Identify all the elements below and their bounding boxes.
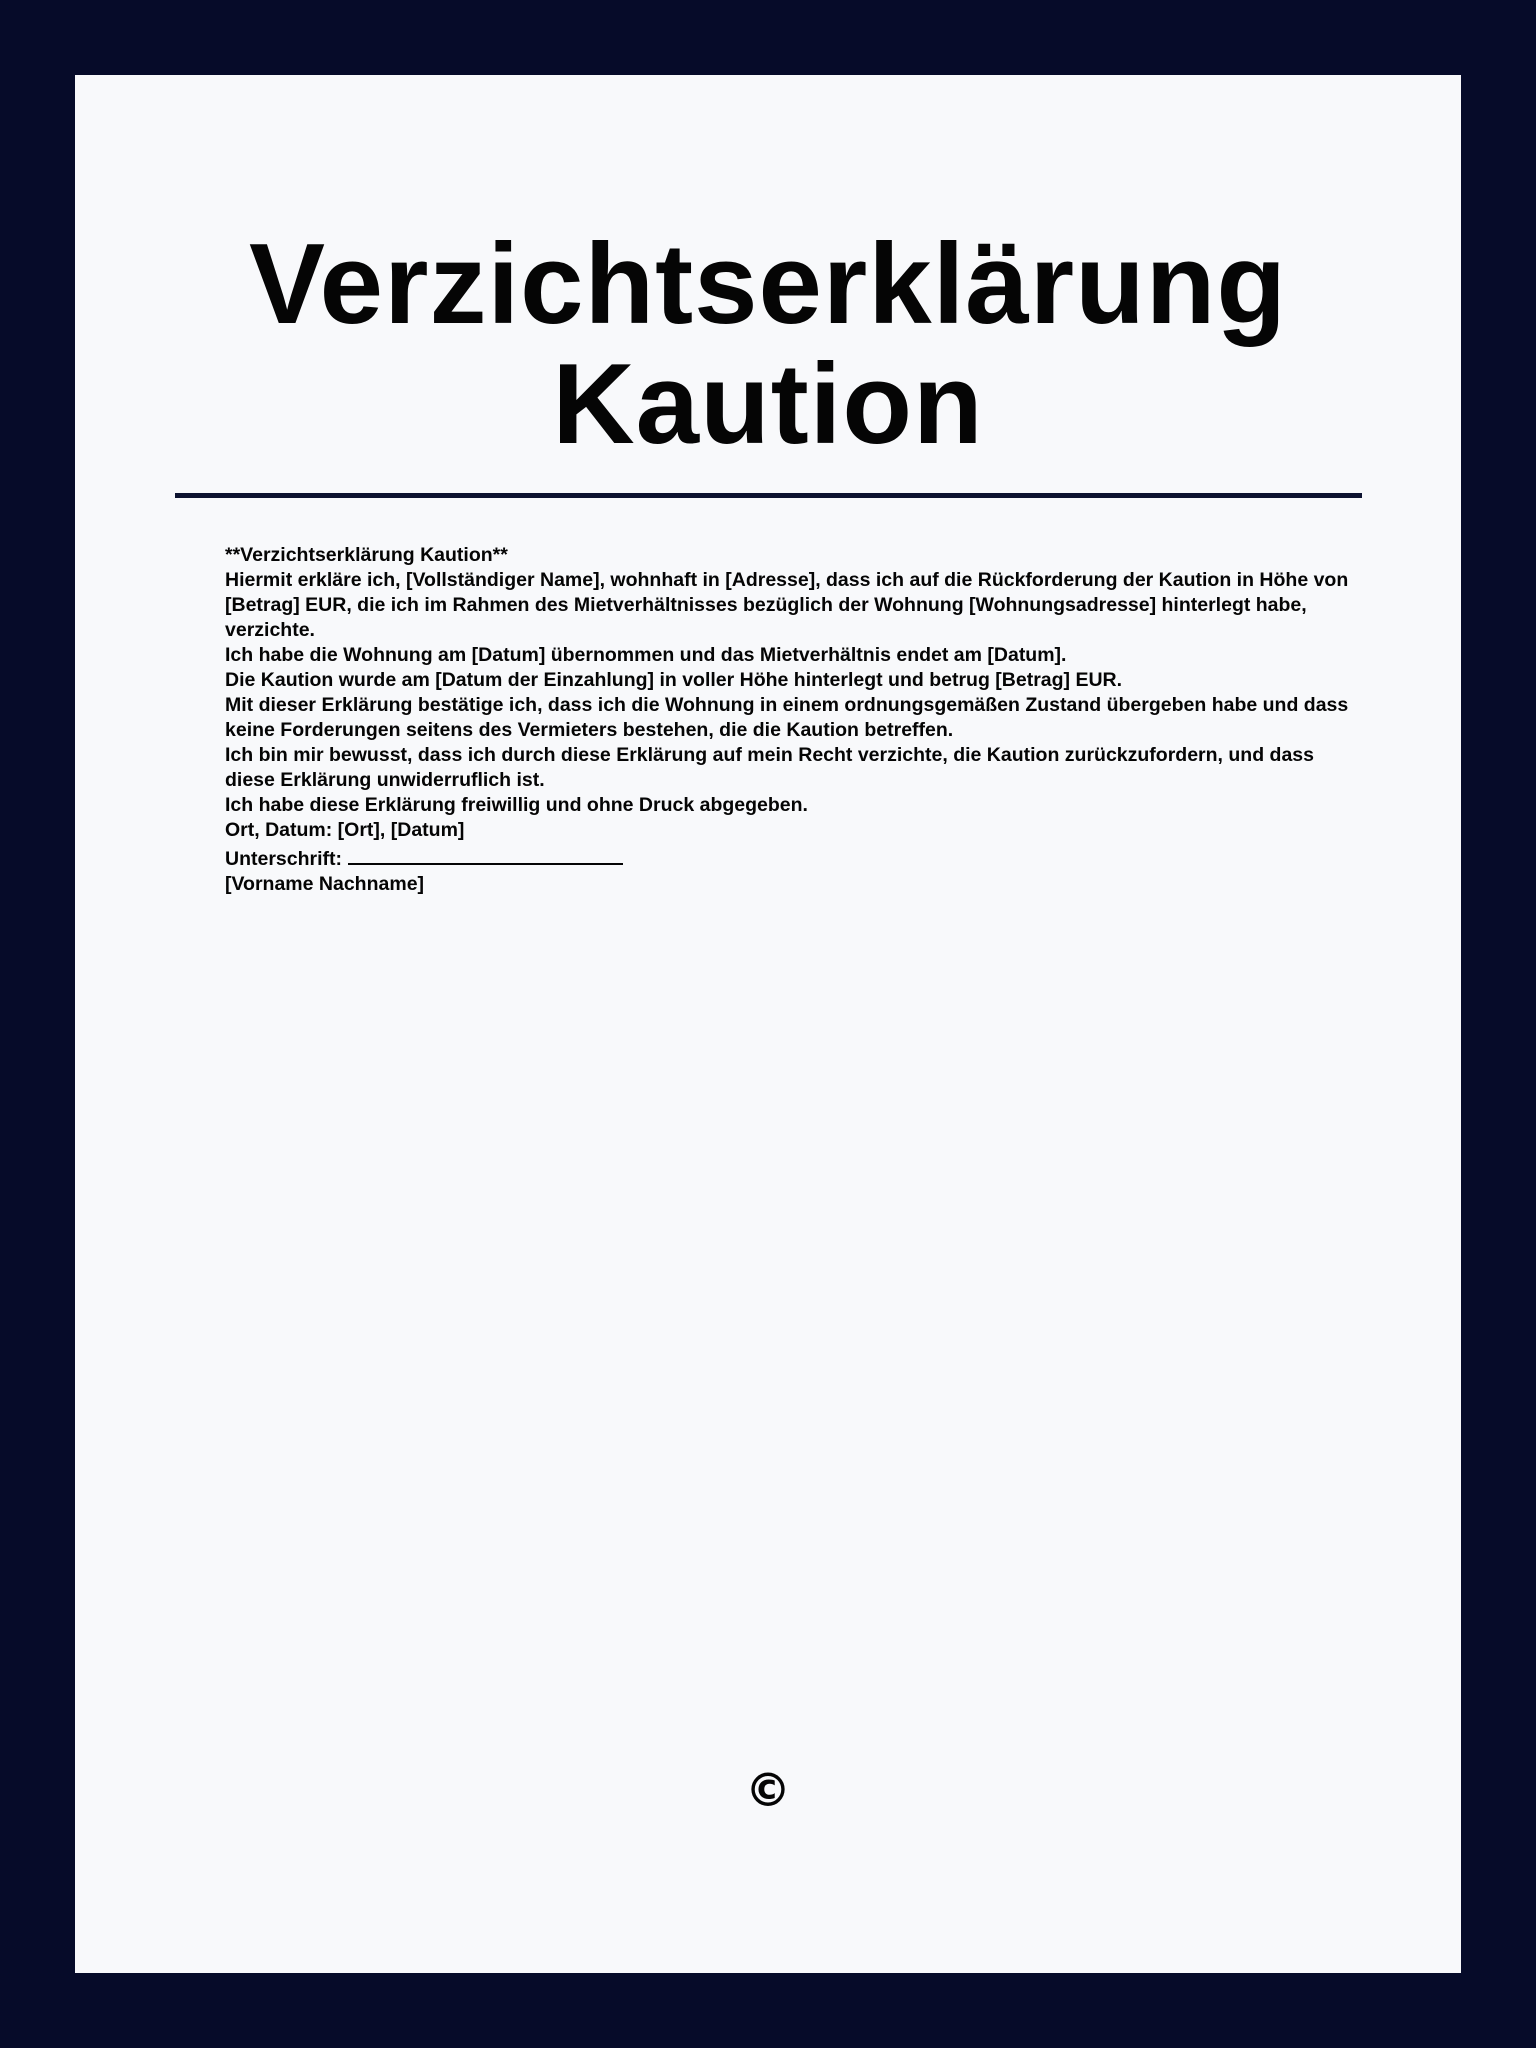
body-heading: **Verzichtserklärung Kaution** (225, 544, 508, 566)
document-page (75, 75, 1461, 1973)
document-body (225, 543, 1355, 897)
signature-row (225, 843, 1355, 872)
title-line-2: Kaution (552, 341, 984, 468)
paragraph-handover: Ich habe die Wohnung am [Datum] übernommen und das Mietverhältnis endet am [Datum]. (225, 644, 1067, 666)
document-title (75, 221, 1461, 468)
paragraph-confirmation: Mit dieser Erklärung bestätige ich, dass ich die Wohnung in einem ordnungsgemäßen Zustand übergeben habe und dass keine Forderungen seitens des Vermieters bestehen, die die Kaution betreffen. (225, 694, 1354, 741)
signer-name: [Vorname Nachname] (225, 873, 425, 895)
place-date-line: Ort, Datum: [Ort], [Datum] (225, 819, 465, 841)
title-line-1: Verzichtserklärung (248, 221, 1288, 348)
paragraph-voluntary: Ich habe diese Erklärung freiwillig und ohne Druck abgegeben. (225, 794, 808, 816)
paragraph-deposit: Die Kaution wurde am [Datum der Einzahlung] in voller Höhe hinterlegt und betrug [Betrag] EUR. (225, 669, 1123, 691)
signature-line (348, 843, 623, 865)
copyright-icon: © (745, 1763, 791, 1817)
paragraph-intro: Hiermit erkläre ich, [Vollständiger Name], wohnhaft in [Adresse], dass ich auf die Rückforderung der Kaution in Höhe von [Betrag] EUR, die ich im Rahmen des Mietverhältnisses bezüglich der Wohnung [Wohnungsadresse] hinterlegt habe, verzichte. (225, 569, 1354, 641)
paragraph-waiver: Ich bin mir bewusst, dass ich durch diese Erklärung auf mein Recht verzichte, die Kaution zurückzufordern, und dass diese Erklärung unwiderruflich ist. (225, 744, 1320, 791)
title-divider (175, 493, 1362, 498)
signature-label: Unterschrift: (225, 848, 343, 870)
